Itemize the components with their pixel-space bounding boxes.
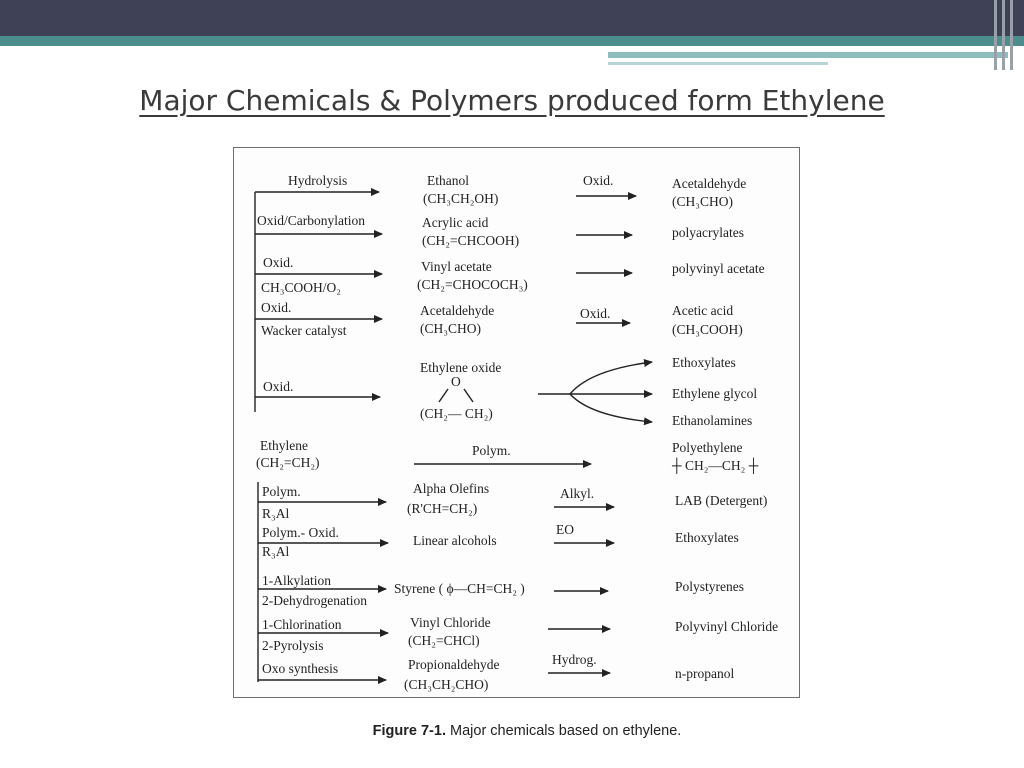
row1-final-formula: (CH₃CHO) — [672, 194, 733, 209]
ethylene-formula: (CH₂=CH₂) — [256, 455, 320, 470]
row2-product: Acrylic acid — [422, 215, 489, 230]
row6-product: Alpha Olefins — [413, 481, 490, 496]
row8-final: Polystyrenes — [675, 579, 744, 594]
row5-ring-formula: (CH₂— CH₂) — [420, 406, 493, 421]
row1-final: Acetaldehyde — [672, 176, 747, 191]
row9-product: Vinyl Chloride — [410, 615, 491, 630]
row5-process: Oxid. — [263, 379, 294, 394]
banner-accent-line-2 — [608, 62, 828, 65]
banner-dark-band — [0, 0, 1024, 36]
row3-final: polyvinyl acetate — [672, 261, 765, 276]
row5-final-2: Ethylene glycol — [672, 386, 758, 401]
banner-accent-line — [608, 52, 1008, 58]
row4-step: Oxid. — [580, 306, 611, 321]
banner-stripe — [1010, 0, 1013, 70]
row3-process: Oxid. — [263, 255, 294, 270]
branch-arrow-3 — [570, 394, 652, 422]
banner-stripe — [1002, 0, 1005, 70]
row6-final: LAB (Detergent) — [675, 493, 768, 508]
caption-text: Major chemicals based on ethylene. — [450, 723, 682, 739]
banner-stripe — [994, 0, 997, 70]
ring-bond-right — [464, 389, 473, 402]
row7-process: Polym.- Oxid. — [262, 525, 339, 540]
row5-ring-o: O — [451, 374, 461, 389]
ethylene-name: Ethylene — [260, 438, 308, 453]
row6-process: Polym. — [262, 484, 301, 499]
row3-formula: (CH₂=CHOCOCH₃) — [417, 277, 528, 292]
ethylene-final-formula: ┼ CH₂—CH₂ ┼ — [672, 458, 759, 473]
page-title: Major Chemicals & Polymers produced form Ethylene — [139, 84, 885, 117]
row1-step: Oxid. — [583, 173, 614, 188]
ethylene-diagram — [233, 147, 800, 698]
row4-product: Acetaldehyde — [420, 303, 495, 318]
row7-reagent: R₃Al — [262, 544, 290, 559]
header-banner — [0, 0, 1024, 70]
row4-final-formula: (CH₃COOH) — [672, 322, 743, 337]
diagram-canvas — [234, 148, 801, 699]
row5-final-3: Ethanolamines — [672, 413, 753, 428]
row10-step: Hydrog. — [552, 652, 597, 667]
row2-final: polyacrylates — [672, 225, 744, 240]
row7-final: Ethoxylates — [675, 530, 739, 545]
row9-final: Polyvinyl Chloride — [675, 619, 779, 634]
ethylene-final: Polyethylene — [672, 440, 743, 455]
branch-arrow-1 — [570, 362, 652, 394]
row5-product: Ethylene oxide — [420, 360, 502, 375]
caption-label: Figure 7-1. — [372, 723, 446, 739]
row2-process: Oxid/Carbonylation — [257, 213, 365, 228]
row1-process: Hydrolysis — [288, 173, 348, 188]
row5-final-1: Ethoxylates — [672, 355, 736, 370]
row2-formula: (CH₂=CHCOOH) — [422, 233, 520, 248]
ring-bond-left — [439, 389, 448, 402]
row4-formula: (CH₃CHO) — [420, 321, 481, 336]
row8-process: 1-Alkylation — [262, 573, 331, 588]
row3-product: Vinyl acetate — [421, 259, 492, 274]
row6-reagent: R₃Al — [262, 506, 290, 521]
row1-product: Ethanol — [427, 173, 469, 188]
row10-formula: (CH₃CH₂CHO) — [404, 677, 489, 692]
row9-formula: (CH₂=CHCl) — [408, 633, 480, 648]
row10-final: n-propanol — [675, 666, 735, 681]
row7-step: EO — [556, 522, 574, 537]
banner-teal-band — [0, 36, 1024, 46]
row7-product: Linear alcohols — [413, 533, 497, 548]
figure-caption — [0, 723, 1024, 739]
row9-process-2: 2-Pyrolysis — [262, 638, 324, 653]
row3-reagent: CH₃COOH/O₂ — [261, 280, 341, 295]
ethylene-step: Polym. — [472, 443, 511, 458]
row4-final: Acetic acid — [672, 303, 734, 318]
row6-formula: (R'CH=CH₂) — [407, 501, 478, 516]
row10-product: Propionaldehyde — [408, 657, 500, 672]
row8-product: Styrene ( ϕ—CH=CH₂ ) — [394, 581, 525, 596]
row4-process: Oxid. — [261, 300, 292, 315]
row1-formula: (CH₃CH₂OH) — [423, 191, 499, 206]
row8-process-2: 2-Dehydrogenation — [262, 593, 367, 608]
row4-catalyst: Wacker catalyst — [261, 323, 347, 338]
row10-process: Oxo synthesis — [262, 661, 339, 676]
row6-step: Alkyl. — [560, 486, 595, 501]
row9-process: 1-Chlorination — [262, 617, 342, 632]
